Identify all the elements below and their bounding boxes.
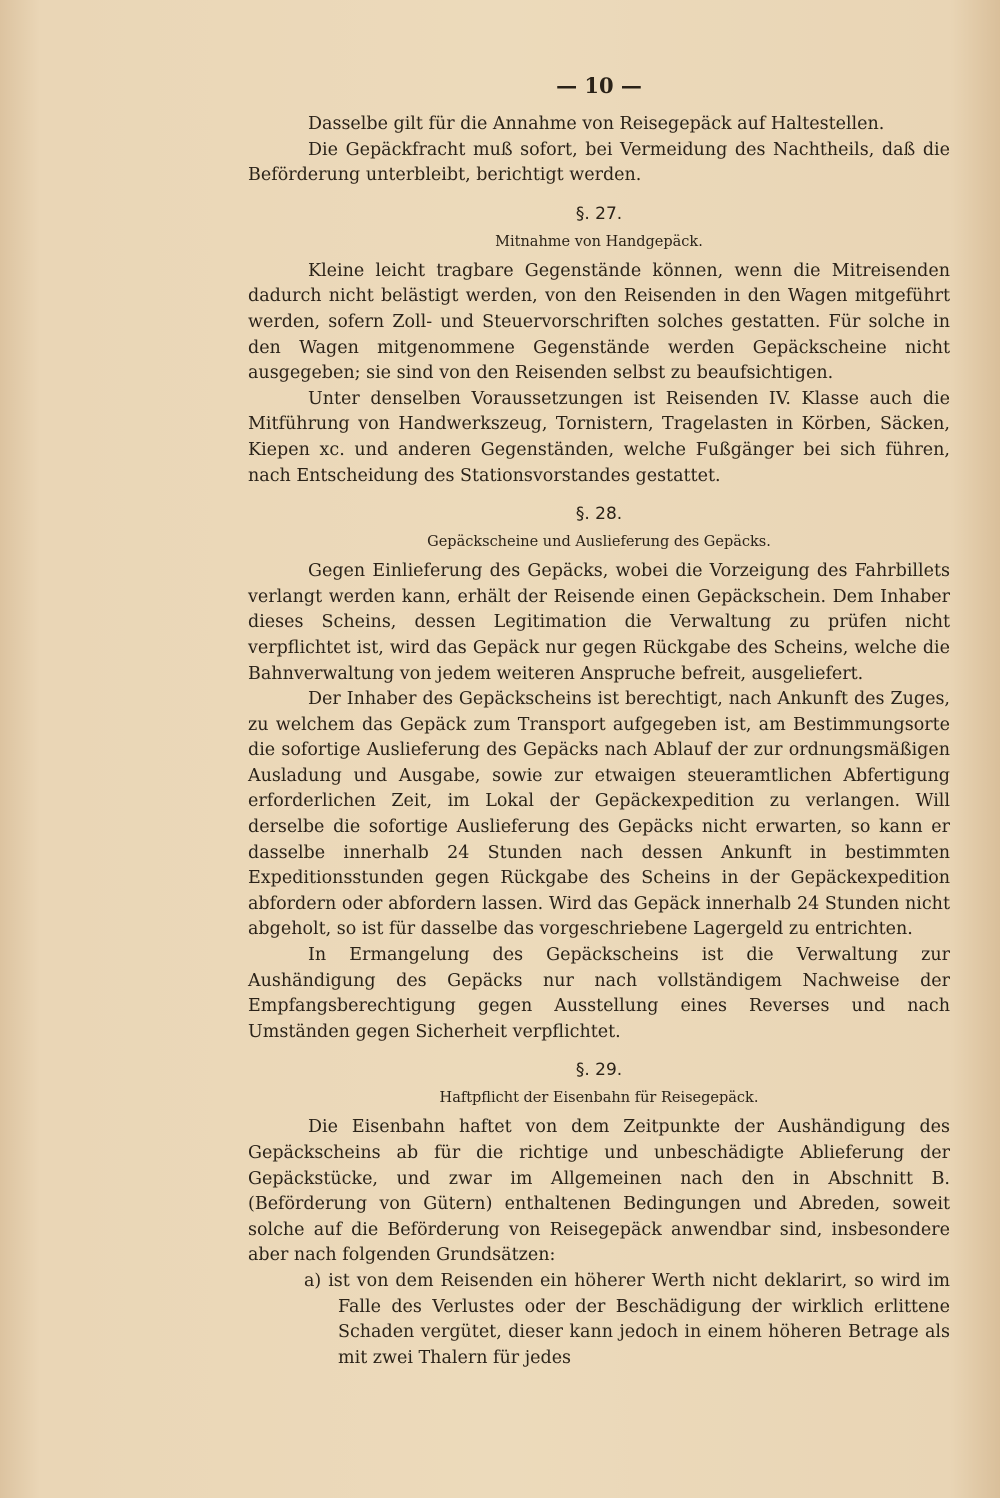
paragraph: Kleine leicht tragbare Gegenstände können, wenn die Mitreisenden dadurch nicht belästigt werden, von den Reisenden in den Wagen mitgeführt werden, sofern Zoll- und Steuervorschriften solches gestatten. Für solche in den Wagen mitgenommene Gegenstände werden Gepäckscheine nicht ausgegeben; sie sind von den Reisenden selbst zu beaufsichtigen. xyxy=(248,260,950,384)
page-text xyxy=(248,68,950,1371)
section-27-number: §. 27. xyxy=(575,203,623,224)
section-28-number: §. 28. xyxy=(575,504,623,525)
paragraph: Die Gepäckfracht muß sofort, bei Vermeidung des Nachtheils, daß die Beförderung unterbleibt, berichtigt werden. xyxy=(248,139,950,186)
paragraph: Der Inhaber des Gepäckscheins ist berechtigt, nach Ankunft des Zuges, zu welchem das Gepäck zum Transport aufgegeben ist, am Bestimmungsorte die sofortige Auslieferung des Gepäcks nach Ablauf der zur ordnungsmäßigen Ausladung und Ausgabe, sowie zur etwaigen steueramtlichen Abfertigung erforderlichen Zeit, im Lokal der Gepäckexpedition zu verlangen. Will derselbe die sofortige Auslieferung des Gepäcks nicht erwarten, so kann er dasselbe innerhalb 24 Stunden nach dessen Ankunft in bestimmten Expeditionsstunden gegen Rückgabe des Scheins in der Gepäckexpedition abfordern oder abfordern lassen. Wird das Gepäck innerhalb 24 Stunden nicht abgeholt, so ist für dasselbe das vorgeschriebene Lagergeld zu entrichten. xyxy=(248,689,950,940)
section-29-number: §. 29. xyxy=(575,1060,623,1081)
list-item-a: a) ist von dem Reisenden ein höherer Werth nicht deklarirt, so wird im Falle des Verlustes oder der Beschädigung der wirklich erlittene Schaden vergütet, dieser kann jedoch in einem höheren Betrage als mit zwei Thalern für jedes xyxy=(304,1270,950,1368)
paragraph: Unter denselben Voraussetzungen ist Reisenden IV. Klasse auch die Mitführung von Handwerkszeug, Tornistern, Tragelasten in Körben, Säcken, Kiepen xc. und anderen Gegenständen, welche Fußgänger bei sich führen, nach Entscheidung des Stationsvorstandes gestattet. xyxy=(248,388,950,486)
paragraph: Die Eisenbahn haftet von dem Zeitpunkte der Aushändigung des Gepäckscheins ab für die richtige und unbeschädigte Ablieferung der Gepäckstücke, und zwar im Allgemeinen nach den in Abschnitt B. (Beförderung von Gütern) enthaltenen Bedingungen und Abreden, soweit solche auf die Beförderung von Reisegepäck anwendbar sind, insbesondere aber nach folgenden Grundsätzen: xyxy=(248,1117,950,1266)
section-28-title: Gepäckscheine und Auslieferung des Gepäcks. xyxy=(427,534,771,551)
paragraph: Dasselbe gilt für die Annahme von Reisegepäck auf Haltestellen. xyxy=(308,114,885,134)
paragraph: Gegen Einlieferung des Gepäcks, wobei die Vorzeigung des Fahrbillets verlangt werden kann, erhält der Reisende einen Gepäckschein. Dem Inhaber dieses Scheins, dessen Legitimation die Verwaltung zu prüfen nicht verpflichtet ist, wird das Gepäck nur gegen Rückgabe des Scheins, welche die Bahnverwaltung von jedem weiteren Anspruche befreit, ausgeliefert. xyxy=(248,561,950,684)
section-27-title: Mitnahme von Handgepäck. xyxy=(495,233,703,250)
paragraph: In Ermangelung des Gepäckscheins ist die Verwaltung zur Aushändigung des Gepäcks nur nach vollständigem Nachweise der Empfangsberechtigung gegen Ausstellung eines Reverses und nach Umständen gegen Sicherheit verpflichtet. xyxy=(248,945,950,1042)
page-number: — 10 — xyxy=(556,73,642,98)
section-29-title: Haftpflicht der Eisenbahn für Reisegepäck. xyxy=(439,1090,759,1107)
